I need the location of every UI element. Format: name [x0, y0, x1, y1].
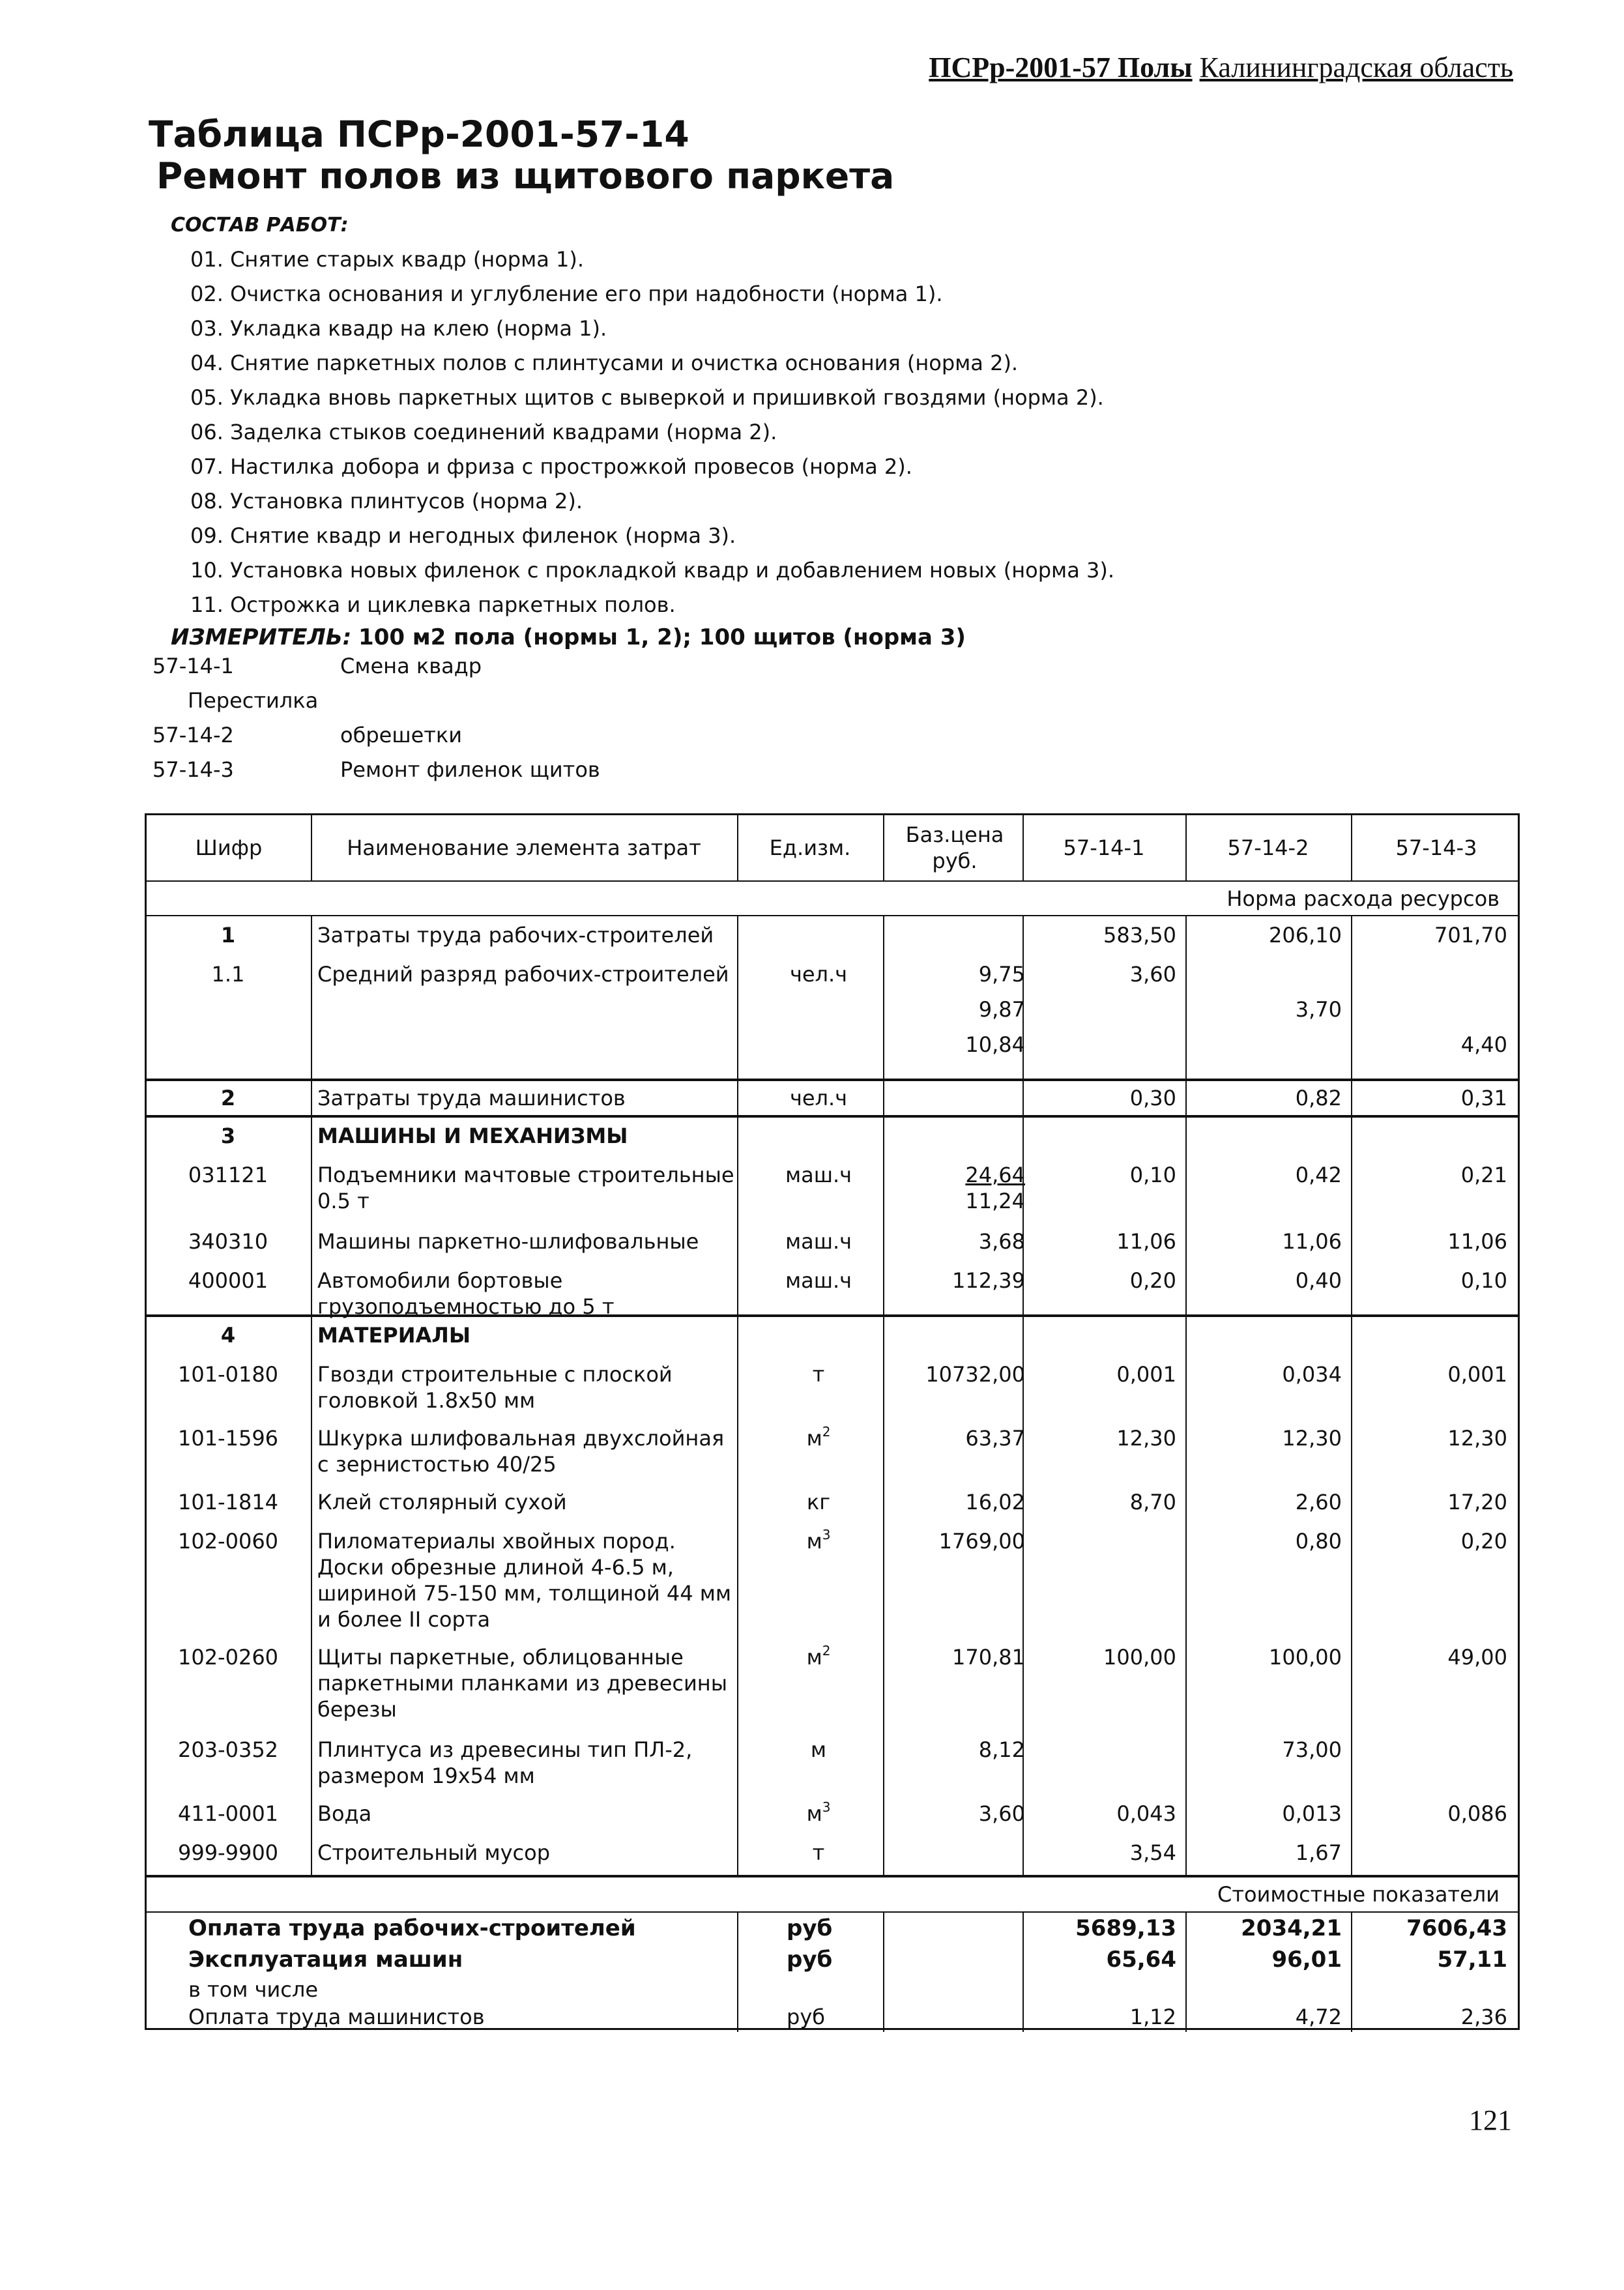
row-name: Плинтуса из древесины тип ПЛ-2, размером 19x54 мм	[317, 1737, 693, 1788]
row-price: 10,84	[965, 1032, 1025, 1057]
header-norm-3: 57-14-3	[1395, 835, 1477, 860]
row-price: 63,37	[965, 1426, 1025, 1451]
row-price: 3,60	[978, 1801, 1025, 1826]
header-norm-1: 57-14-1	[1063, 835, 1145, 860]
footer-unit: руб	[787, 2005, 825, 2029]
rate-name: Смена квадр	[340, 654, 482, 678]
work-item: 10. Установка новых филенок с прокладкой квадр и добавлением новых (норма 3).	[190, 558, 1114, 583]
footer-name: Оплата труда рабочих-строителей	[188, 1915, 636, 1941]
row-norm-1: 0,001	[1116, 1362, 1176, 1387]
row-norm-3: 4,40	[1460, 1032, 1507, 1057]
footer-norm-3: 2,36	[1460, 2005, 1507, 2029]
row-norm-3: 0,31	[1460, 1086, 1507, 1110]
row-price: 10732,00	[925, 1362, 1025, 1387]
footer-norm-2: 96,01	[1271, 1947, 1342, 1973]
row-unit: чел.ч	[789, 962, 848, 987]
row-norm-1: 11,06	[1116, 1229, 1176, 1254]
row-price: 8,12	[978, 1737, 1025, 1762]
row-norm-2: 3,70	[1295, 997, 1342, 1022]
row-name: Строительный мусор	[317, 1840, 551, 1865]
row-norm-3: 17,20	[1447, 1490, 1507, 1515]
row-price: 112,39	[952, 1268, 1025, 1293]
header-price: Баз.цена руб.	[905, 822, 1004, 873]
row-norm-1: 0,043	[1116, 1801, 1176, 1826]
footer-name: Эксплуатация машин	[188, 1947, 463, 1973]
row-norm-1: 3,54	[1129, 1840, 1176, 1865]
row-unit: чел.ч	[789, 1086, 848, 1110]
row-norm-3: 12,30	[1447, 1426, 1507, 1451]
row-name: Гвозди строительные с плоской головкой 1.8x50 мм	[317, 1362, 673, 1413]
work-item: 09. Снятие квадр и негодных филенок (норма 3).	[190, 523, 736, 548]
row-price: 9,75	[978, 962, 1025, 987]
work-item: 03. Укладка квадр на клею (норма 1).	[190, 316, 607, 341]
row-norm-3: 0,21	[1460, 1163, 1507, 1187]
row-norm-3: 49,00	[1447, 1645, 1507, 1670]
row-norm-3: 701,70	[1434, 923, 1507, 948]
works-label: СОСТАВ РАБОТ:	[171, 214, 349, 237]
row-norm-1: 12,30	[1116, 1426, 1176, 1451]
row-price: 11,24	[965, 1189, 1025, 1213]
row-norm-2: 0,40	[1295, 1268, 1342, 1293]
row-name: Клей столярный сухой	[317, 1490, 567, 1515]
row-norm-2: 0,013	[1282, 1801, 1342, 1826]
row-unit: $м^3$	[806, 1799, 831, 1826]
row-code: 1.1	[211, 962, 245, 987]
resource-table	[145, 813, 1520, 2030]
row-norm-1: 3,60	[1129, 962, 1176, 987]
row-name: Пиломатериалы хвойных пород. Доски обрезные длиной 4-6.5 м, шириной 75-150 мм, толщиной 44 мм и более II сорта	[317, 1529, 732, 1632]
measure-label: ИЗМЕРИТЕЛЬ:	[171, 624, 352, 650]
row-norm-2: 0,80	[1295, 1529, 1342, 1554]
row-norm-2: 11,06	[1282, 1229, 1342, 1254]
row-norm-3: 0,086	[1447, 1801, 1507, 1826]
row-norm-3: 0,20	[1460, 1529, 1507, 1554]
row-norm-1: 0,30	[1129, 1086, 1176, 1110]
footer-unit: руб	[787, 1947, 833, 1973]
row-code: 400001	[188, 1268, 268, 1293]
row-price: 16,02	[965, 1490, 1025, 1515]
row-code: 102-0260	[177, 1645, 279, 1670]
footer-name: Оплата труда машинистов	[188, 2005, 485, 2029]
row-name: Затраты труда машинистов	[317, 1086, 626, 1110]
work-item: 05. Укладка вновь паркетных щитов с выверкой и пришивкой гвоздями (норма 2).	[190, 385, 1104, 410]
row-code: 4	[220, 1323, 236, 1348]
row-unit: м	[810, 1737, 827, 1762]
row-unit: $м^2$	[806, 1424, 831, 1451]
row-unit: т	[812, 1362, 825, 1387]
row-unit: $м^3$	[806, 1527, 831, 1554]
row-unit: $м^2$	[806, 1643, 831, 1670]
row-code: 031121	[188, 1163, 268, 1187]
row-norm-2: 100,00	[1269, 1645, 1342, 1670]
row-unit: т	[812, 1840, 825, 1865]
row-norm-1: 0,10	[1129, 1163, 1176, 1187]
row-norm-2: 1,67	[1295, 1840, 1342, 1865]
row-norm-1: 8,70	[1129, 1490, 1176, 1515]
running-header-code: ПСРр-2001-57 Полы	[929, 51, 1193, 83]
row-code: 101-0180	[177, 1362, 279, 1387]
cost-band: Стоимостные показатели	[1217, 1882, 1500, 1907]
footer-norm-1: 65,64	[1106, 1947, 1176, 1973]
row-norm-1: 0,20	[1129, 1268, 1176, 1293]
work-item: 01. Снятие старых квадр (норма 1).	[190, 247, 585, 272]
footer-name: в том числе	[188, 1977, 318, 2002]
page-number: 121	[1469, 2104, 1512, 2136]
work-item: 06. Заделка стыков соединений квадрами (норма 2).	[190, 420, 777, 444]
footer-norm-2: 4,72	[1295, 2005, 1342, 2029]
row-name: Подъемники мачтовые строительные 0.5 т	[317, 1163, 734, 1213]
row-name: Шкурка шлифовальная двухслойная с зернистостью 40/25	[317, 1426, 725, 1477]
row-norm-2: 0,82	[1295, 1086, 1342, 1110]
row-norm-3: 0,10	[1460, 1268, 1507, 1293]
row-unit: кг	[806, 1490, 831, 1515]
row-code: 3	[220, 1123, 236, 1148]
row-unit: маш.ч	[785, 1268, 852, 1293]
header-name: Наименование элемента затрат	[347, 835, 701, 860]
row-name: Автомобили бортовые грузоподъемностью до 5 т	[317, 1268, 615, 1319]
header-unit: Ед.изм.	[769, 835, 851, 860]
row-code: 340310	[188, 1229, 268, 1254]
row-code: 102-0060	[177, 1529, 279, 1554]
row-price: 170,81	[952, 1645, 1025, 1670]
footer-norm-3: 57,11	[1437, 1947, 1507, 1973]
rate-name: Ремонт филенок щитов	[340, 757, 600, 782]
running-header-region: Калининградская область	[1199, 51, 1513, 83]
footer-unit: руб	[787, 1915, 833, 1941]
rate-code: 57-14-3	[152, 757, 234, 782]
row-norm-3: 0,001	[1447, 1362, 1507, 1387]
row-norm-2: 206,10	[1269, 923, 1342, 948]
row-unit: маш.ч	[785, 1163, 852, 1187]
row-code: 101-1596	[177, 1426, 279, 1451]
row-name: Затраты труда рабочих-строителей	[317, 923, 714, 948]
work-item: 02. Очистка основания и углубление его при надобности (норма 1).	[190, 282, 943, 306]
table-title: Таблица ПСРр-2001-57-14	[149, 113, 689, 155]
row-code: 1	[220, 923, 236, 948]
row-price: 24,64	[965, 1163, 1025, 1187]
row-name: Вода	[317, 1801, 372, 1826]
row-code: 203-0352	[177, 1737, 279, 1762]
rate-prefix: Перестилка	[188, 688, 319, 713]
row-code: 2	[220, 1086, 236, 1110]
row-code: 101-1814	[177, 1490, 279, 1515]
norm-band: Норма расхода ресурсов	[1226, 886, 1500, 911]
table-subtitle: Ремонт полов из щитового паркета	[156, 155, 895, 197]
row-price: 9,87	[978, 997, 1025, 1022]
row-name: МАТЕРИАЛЫ	[317, 1323, 471, 1348]
row-code: 411-0001	[177, 1801, 279, 1826]
row-name: МАШИНЫ И МЕХАНИЗМЫ	[317, 1123, 628, 1148]
work-item: 08. Установка плинтусов (норма 2).	[190, 489, 583, 514]
row-price: 3,68	[978, 1229, 1025, 1254]
row-name: Машины паркетно-шлифовальные	[317, 1229, 699, 1254]
rate-code: 57-14-2	[152, 723, 234, 747]
row-price: 1769,00	[938, 1529, 1025, 1554]
row-norm-3: 11,06	[1447, 1229, 1507, 1254]
row-norm-1: 100,00	[1103, 1645, 1176, 1670]
footer-norm-3: 7606,43	[1406, 1915, 1507, 1941]
work-item: 11. Острожка и циклевка паркетных полов.	[190, 592, 676, 617]
works-list	[190, 242, 1114, 622]
row-unit: маш.ч	[785, 1229, 852, 1254]
rate-name: обрешетки	[340, 723, 463, 747]
row-norm-2: 2,60	[1295, 1490, 1342, 1515]
row-code: 999-9900	[177, 1840, 279, 1865]
measure-value: 100 м2 пола (нормы 1, 2); 100 щитов (норма 3)	[358, 624, 966, 650]
work-item: 04. Снятие паркетных полов с плинтусами и очистка основания (норма 2).	[190, 351, 1019, 375]
header-code: Шифр	[195, 835, 263, 860]
measure-line	[171, 624, 966, 650]
row-norm-1: 583,50	[1103, 923, 1176, 948]
running-header	[929, 51, 1513, 84]
row-name: Щиты паркетные, облицованные паркетными планками из древесины березы	[317, 1645, 727, 1722]
work-item: 07. Настилка добора и фриза с прострожкой провесов (норма 2).	[190, 454, 912, 479]
row-norm-2: 0,42	[1295, 1163, 1342, 1187]
row-norm-2: 0,034	[1282, 1362, 1342, 1387]
rate-code: 57-14-1	[152, 654, 234, 678]
footer-norm-2: 2034,21	[1241, 1915, 1342, 1941]
header-norm-2: 57-14-2	[1227, 835, 1309, 860]
row-name: Средний разряд рабочих-строителей	[317, 962, 729, 987]
footer-norm-1: 5689,13	[1075, 1915, 1176, 1941]
footer-norm-1: 1,12	[1129, 2005, 1176, 2029]
row-norm-2: 73,00	[1282, 1737, 1342, 1762]
row-norm-2: 12,30	[1282, 1426, 1342, 1451]
